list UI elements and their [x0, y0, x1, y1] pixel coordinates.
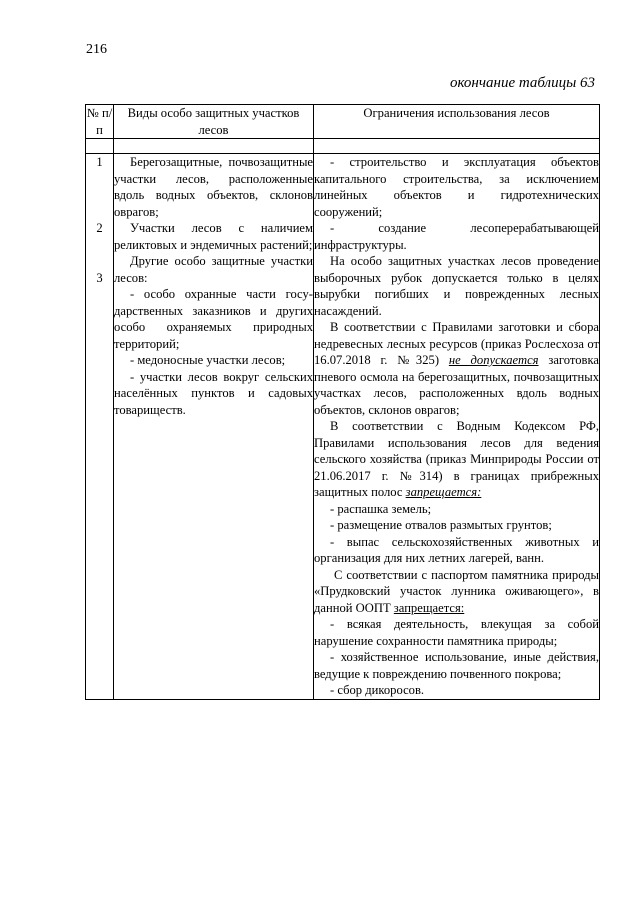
kind-sub-3: - участки лесов вокруг сельских населённых пунктов и садовых товариществ.: [114, 369, 313, 417]
limit-clause-1: - всякая деятельность, влекущая за собой нарушение сохранности памятника природы;: [314, 617, 599, 648]
kind-item-3: Другие особо защитные участки лесов:: [114, 254, 313, 285]
table-caption: окончание таблицы 63: [449, 75, 595, 91]
page-number: 216: [86, 42, 107, 57]
restrictions-table: [85, 104, 600, 700]
not-allowed-emphasis: не допускается: [448, 353, 539, 367]
row-numbers: [86, 154, 114, 700]
limit-paragraph-3: На особо защитных участках лесов проведение выборочных рубок допускается только в целях вырубки погибших и поврежденных лесных насаждений.: [314, 254, 599, 318]
limit-paragraph-1: - строительство и эксплуатация объектов капитального строительства, за исключением линейных объектов и гидротехнических сооружений;: [314, 155, 599, 219]
limit-bullet-3: - выпас сельскохозяйственных животных и организация для них летних лагерей, ванн.: [314, 534, 599, 565]
row-number-2: 2: [96, 221, 103, 235]
header-kinds: Виды особо защитных участков лесов: [114, 105, 314, 139]
limit-paragraph-5: [314, 418, 599, 501]
limits-cell: [314, 154, 600, 700]
row-number-3: 3: [96, 270, 103, 285]
row-number-1: 1: [96, 155, 103, 169]
header-num: № п/п: [86, 106, 113, 137]
limit-paragraph-4: [314, 319, 599, 418]
kinds-cell: [114, 154, 314, 700]
limit-bullet-1: - распашка земель;: [330, 501, 432, 516]
kind-item-2: Участки лесов с наличием реликтовых и эндемичных растений;: [114, 221, 313, 252]
limit-clause-2: - хозяйственное использование, иные действия, ведущие к повреждению почвенного покрова;: [314, 650, 599, 681]
content-row: [86, 154, 600, 700]
prohibited-emphasis-2: запрещается:: [393, 600, 465, 615]
limit-bullet-2: - размещение отвалов размытых грунтов;: [330, 518, 552, 532]
limit-4-text-a: В соответствии с Правилами заготовки и сбора недревесных лесных ресурсов (приказ Рослесхоза от 16.07.2018 г. №325): [314, 320, 599, 367]
limit-6-text-a: С соответствии с паспортом памятника природы «Прудковский участок лунника оживающего», в данной ООПТ: [314, 567, 599, 615]
limit-paragraph-2: - создание лесоперерабатывающей инфраструктуры.: [314, 221, 599, 252]
limit-4-text-c: заготовка пневого осмола на берегозащитных, почвозащитных участках лесов, расположенных вдоль водных объектов, склонов оврагов;: [314, 353, 599, 417]
kind-sub-2: - медоносные участки лесов;: [130, 353, 286, 367]
kind-item-1: Берегозащитные, почвозащитные участки лесов, расположенные вдоль водных объектов, склонов оврагов;: [114, 155, 313, 219]
spacer-row: [86, 139, 600, 154]
header-row: [86, 105, 600, 139]
prohibited-emphasis-1: запрещается:: [405, 485, 482, 499]
limit-clause-3: - сбор дикоросов.: [330, 683, 425, 697]
limit-paragraph-6: [314, 567, 599, 617]
header-limits: Ограничения использования лесов: [314, 105, 600, 139]
limit-5-text-a: В соответствии с Водным Кодексом РФ, Правилами использования лесов для ведения сельского хозяйства (приказ Минприроды России от 21.06.2017 г. №314) в границах прибрежных защитных полос: [314, 419, 599, 499]
kind-sub-1: - особо охранные части государственных заказников и других особо охраняемых природных территорий;: [114, 287, 313, 351]
